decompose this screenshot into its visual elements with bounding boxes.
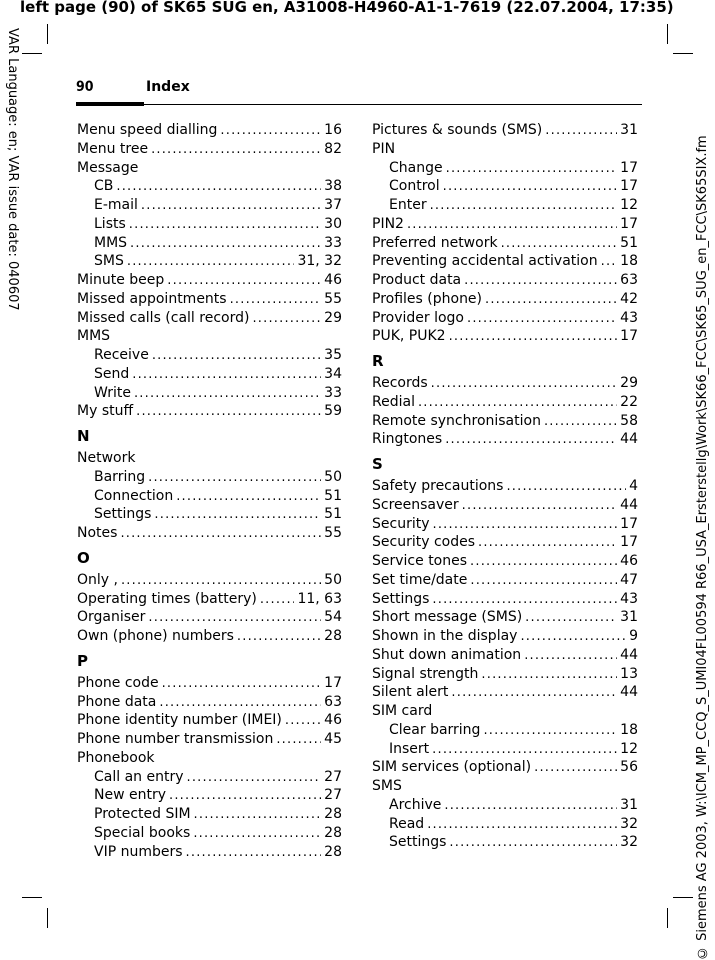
- index-page-ref: 50: [324, 468, 342, 485]
- index-term: Notes: [77, 525, 118, 541]
- index-term: Receive: [94, 347, 149, 363]
- index-subentry: [77, 346, 342, 365]
- index-page-ref: 44: [620, 431, 638, 448]
- index-term: Barring: [94, 468, 146, 485]
- dot-leader: [129, 216, 321, 235]
- index-column-right: [372, 121, 638, 852]
- index-subentry: [372, 740, 638, 759]
- dot-leader: [601, 253, 618, 272]
- crop-mark: [47, 908, 48, 928]
- index-page-ref: 37: [324, 197, 342, 213]
- index-entry: [372, 412, 638, 431]
- index-term: Read: [389, 815, 425, 832]
- index-term: Settings: [389, 834, 447, 851]
- dot-leader: [120, 525, 321, 544]
- index-page-ref: 32: [620, 834, 638, 851]
- dot-leader: [141, 197, 321, 216]
- header-rule-accent: [76, 102, 144, 106]
- dot-leader: [187, 769, 322, 788]
- dot-leader: [176, 488, 321, 507]
- dot-leader: [151, 141, 321, 160]
- index-entry: [77, 140, 342, 159]
- index-page-ref: 44: [620, 684, 638, 701]
- index-term: Preferred network: [372, 234, 498, 251]
- dot-leader: [483, 722, 617, 741]
- index-term: SMS: [372, 778, 402, 794]
- index-subentry: [77, 196, 342, 215]
- dot-leader: [169, 787, 321, 806]
- dot-leader: [136, 403, 321, 422]
- index-page-ref: 27: [324, 787, 342, 804]
- index-term: Only ,: [77, 571, 118, 588]
- index-term: Phone code: [77, 674, 159, 691]
- dot-leader: [127, 253, 295, 272]
- index-term: Preventing accidental activation: [372, 253, 598, 270]
- index-entry: [372, 683, 638, 702]
- crop-mark: [47, 24, 48, 44]
- index-page-ref: 55: [324, 290, 342, 307]
- index-term: Operating times (battery): [77, 590, 257, 607]
- dot-leader: [443, 178, 618, 197]
- dot-leader: [525, 609, 617, 628]
- crop-mark: [22, 53, 42, 54]
- index-term: Network: [77, 450, 136, 466]
- index-page-ref: 46: [620, 553, 638, 569]
- index-page-ref: 27: [324, 768, 342, 785]
- index-term: Write: [94, 384, 131, 401]
- dot-leader: [121, 572, 321, 591]
- index-entry: [372, 121, 638, 140]
- index-page-ref: 16: [324, 122, 342, 138]
- index-subentry: [77, 505, 342, 524]
- index-term: Phone number transmission: [77, 731, 274, 747]
- dot-leader: [116, 178, 321, 197]
- index-term: Missed calls (call record): [77, 309, 250, 326]
- index-entry: [372, 234, 638, 253]
- index-section-letter: R: [372, 352, 384, 370]
- index-subentry: [77, 177, 342, 196]
- index-term: Missed appointments: [77, 290, 227, 307]
- index-term: Remote synchronisation: [372, 412, 541, 429]
- dot-leader: [148, 469, 321, 488]
- index-page-ref: 28: [324, 806, 342, 822]
- index-page-ref: 18: [620, 253, 638, 270]
- index-term: MMS: [77, 328, 111, 345]
- index-entry: [77, 402, 342, 421]
- index-term: Archive: [389, 796, 442, 813]
- crop-mark: [673, 897, 693, 898]
- index-term: Screensaver: [372, 496, 459, 513]
- index-term: Phone identity number (IMEI): [77, 712, 282, 729]
- index-page-ref: 17: [620, 515, 638, 532]
- index-page-ref: 28: [324, 843, 342, 860]
- index-page-ref: 28: [324, 824, 342, 841]
- index-heading: [77, 449, 342, 468]
- index-term: PUK, PUK2: [372, 328, 446, 345]
- index-term: Pictures & sounds (SMS): [372, 122, 543, 138]
- dot-leader: [470, 572, 617, 591]
- index-page-ref: 33: [324, 384, 342, 401]
- index-page-ref: 22: [620, 393, 638, 410]
- index-entry: [372, 627, 638, 646]
- index-page-ref: 4: [629, 478, 638, 494]
- index-heading: [372, 702, 638, 721]
- index-term: Security: [372, 515, 430, 532]
- index-entry: [77, 571, 342, 590]
- index-term: Menu speed dialling: [77, 122, 218, 138]
- dot-leader: [433, 516, 618, 535]
- index-term: PIN: [372, 140, 396, 157]
- dot-leader: [159, 694, 321, 713]
- index-subentry: [372, 796, 638, 815]
- index-subentry: [77, 252, 342, 271]
- index-term: Clear barring: [389, 721, 481, 738]
- dot-leader: [134, 385, 321, 404]
- index-term: Protected SIM: [94, 806, 191, 822]
- dot-leader: [462, 497, 618, 516]
- index-entry: [77, 121, 342, 140]
- index-term: Send: [94, 365, 130, 382]
- index-term: Insert: [389, 740, 430, 757]
- index-term: SIM card: [372, 703, 433, 719]
- index-page-ref: 9: [629, 628, 638, 644]
- index-entry: [372, 571, 638, 590]
- index-page-ref: 31, 32: [297, 253, 342, 270]
- index-page-ref: 17: [620, 534, 638, 551]
- dot-leader: [432, 741, 617, 760]
- index-page-ref: 82: [324, 140, 342, 157]
- index-page-ref: 44: [620, 496, 638, 513]
- index-entry: [77, 524, 342, 543]
- index-subentry: [77, 215, 342, 234]
- index-entry: [372, 496, 638, 515]
- index-term: Product data: [372, 272, 462, 288]
- index-heading: [77, 749, 342, 768]
- index-entry: [77, 590, 342, 609]
- dot-leader: [167, 272, 321, 291]
- index-subentry: [372, 833, 638, 852]
- index-term: Minute beep: [77, 272, 165, 288]
- index-term: SIM services (optional): [372, 759, 532, 776]
- index-page-ref: 50: [324, 571, 342, 588]
- index-term: SMS: [94, 253, 124, 270]
- index-term: Settings: [372, 590, 430, 607]
- index-term: Settings: [94, 506, 152, 523]
- index-entry: [372, 327, 638, 346]
- index-page-ref: 58: [620, 412, 638, 429]
- index-term: Special books: [94, 824, 191, 841]
- dot-leader: [194, 806, 322, 825]
- index-section-letter: P: [77, 651, 88, 670]
- index-page-ref: 51: [324, 506, 342, 523]
- dot-leader: [407, 216, 617, 235]
- index-term: Message: [77, 159, 139, 176]
- index-page-ref: 17: [620, 159, 638, 176]
- index-term: VIP numbers: [94, 843, 183, 860]
- index-heading: [77, 159, 342, 178]
- index-term: Safety precautions: [372, 478, 504, 494]
- index-term: Silent alert: [372, 684, 449, 701]
- index-page-ref: 33: [324, 234, 342, 251]
- dot-leader: [230, 291, 322, 310]
- index-entry: [372, 608, 638, 627]
- dot-leader: [154, 506, 321, 525]
- dot-leader: [444, 797, 617, 816]
- dot-leader: [237, 628, 321, 647]
- dot-leader: [449, 328, 618, 347]
- index-term: MMS: [94, 234, 128, 251]
- dot-leader: [470, 553, 617, 572]
- index-section-letter: S: [372, 455, 383, 473]
- index-subentry: [372, 196, 638, 215]
- index-page-ref: 11, 63: [297, 590, 342, 607]
- index-page-ref: 18: [620, 721, 638, 738]
- index-entry: [372, 393, 638, 412]
- index-entry: [77, 608, 342, 627]
- index-page-ref: 35: [324, 347, 342, 363]
- page-number: 90: [76, 79, 94, 95]
- dot-leader: [427, 816, 617, 835]
- index-entry: [77, 711, 342, 730]
- dot-leader: [451, 684, 617, 703]
- index-subentry: [77, 786, 342, 805]
- index-entry: [372, 271, 638, 290]
- index-column-left: [77, 121, 342, 861]
- index-page-ref: 17: [620, 215, 638, 232]
- dot-leader: [481, 666, 617, 685]
- index-section-letter: O: [77, 548, 90, 567]
- index-subentry: [77, 365, 342, 384]
- index-term: Change: [389, 159, 443, 176]
- dot-leader: [132, 366, 321, 385]
- dot-leader: [464, 272, 617, 291]
- dot-leader: [285, 712, 321, 731]
- index-subentry: [77, 234, 342, 253]
- index-term: My stuff: [77, 403, 134, 420]
- index-page-ref: 55: [324, 525, 342, 541]
- index-page-ref: 46: [324, 712, 342, 729]
- index-entry: [372, 309, 638, 328]
- index-page-ref: 46: [324, 272, 342, 288]
- header-rule: [76, 104, 642, 105]
- dot-leader: [524, 647, 617, 666]
- index-subentry: [372, 721, 638, 740]
- index-page-ref: 51: [620, 234, 638, 251]
- index-entry: [372, 533, 638, 552]
- index-subentry: [77, 468, 342, 487]
- dot-leader: [501, 235, 618, 254]
- index-term: Service tones: [372, 553, 468, 569]
- index-entry: [372, 252, 638, 271]
- index-term: Redial: [372, 393, 415, 410]
- index-entry: [372, 646, 638, 665]
- dot-leader: [485, 291, 617, 310]
- index-page-ref: 44: [620, 646, 638, 663]
- index-term: Own (phone) numbers: [77, 628, 234, 644]
- index-page-ref: 30: [324, 215, 342, 232]
- dot-leader: [544, 413, 617, 432]
- index-term: Shown in the display: [372, 628, 518, 644]
- dot-leader: [148, 609, 321, 628]
- index-entry: [372, 290, 638, 309]
- index-heading: [77, 327, 342, 346]
- index-term: Lists: [94, 215, 126, 232]
- index-page-ref: 17: [324, 674, 342, 691]
- index-term: New entry: [94, 787, 167, 804]
- index-section-letter: N: [77, 427, 90, 445]
- dot-leader: [418, 394, 617, 413]
- index-entry: [372, 215, 638, 234]
- index-subentry: [77, 843, 342, 862]
- index-term: Phonebook: [77, 749, 155, 766]
- index-term: Organiser: [77, 609, 146, 626]
- index-page-ref: 43: [620, 590, 638, 607]
- dot-leader: [449, 834, 617, 853]
- dot-leader: [193, 825, 321, 844]
- index-term: Signal strength: [372, 665, 479, 682]
- index-heading: [372, 140, 638, 159]
- index-term: Control: [389, 178, 440, 195]
- index-subentry: [77, 805, 342, 824]
- index-subentry: [77, 487, 342, 506]
- index-page-ref: 29: [324, 309, 342, 326]
- index-term: Records: [372, 375, 428, 391]
- index-page-ref: 59: [324, 403, 342, 420]
- index-entry: [372, 665, 638, 684]
- dot-leader: [431, 375, 618, 394]
- index-entry: [372, 552, 638, 571]
- index-page-ref: 63: [620, 272, 638, 288]
- index-subentry: [77, 384, 342, 403]
- index-page-ref: 34: [324, 365, 342, 382]
- index-page-ref: 31: [620, 609, 638, 626]
- index-entry: [372, 758, 638, 777]
- index-term: Set time/date: [372, 571, 468, 588]
- index-entry: [77, 271, 342, 290]
- dot-leader: [506, 478, 626, 497]
- index-term: Call an entry: [94, 768, 184, 785]
- index-subentry: [77, 768, 342, 787]
- index-entry: [372, 515, 638, 534]
- dot-leader: [162, 675, 322, 694]
- dot-leader: [467, 310, 617, 329]
- index-page-ref: 17: [620, 328, 638, 345]
- index-page-ref: 29: [620, 375, 638, 391]
- crop-mark: [667, 908, 668, 928]
- index-entry: [372, 477, 638, 496]
- dot-leader: [545, 122, 617, 141]
- index-term: Ringtones: [372, 431, 443, 448]
- page-title: Index: [146, 79, 190, 95]
- index-page-ref: 47: [620, 571, 638, 588]
- index-subentry: [372, 177, 638, 196]
- index-term: Provider logo: [372, 309, 464, 326]
- index-term: Connection: [94, 487, 174, 504]
- dot-leader: [478, 534, 617, 553]
- index-entry: [372, 374, 638, 393]
- side-note-right: © Siemens AG 2003, W:\ICM_MP_CCQ_S_UMI04FL00594 R66_USA_Ersterstellg\Work\SK66_FCC\SK65_SUG_en_FCC\SK65SIX.fm: [695, 135, 710, 960]
- dot-leader: [276, 731, 321, 750]
- dot-leader: [446, 160, 618, 179]
- crop-mark: [673, 53, 693, 54]
- crop-mark: [22, 897, 42, 898]
- index-page-ref: 28: [324, 628, 342, 644]
- index-term: Enter: [389, 197, 427, 213]
- dot-leader: [130, 235, 321, 254]
- index-entry: [77, 674, 342, 693]
- side-note-left: VAR Language: en; VAR issue date: 040607: [5, 28, 20, 311]
- index-term: Phone data: [77, 693, 157, 710]
- dot-leader: [260, 591, 295, 610]
- index-term: PIN2: [372, 215, 404, 232]
- index-entry: [77, 627, 342, 646]
- index-term: Security codes: [372, 534, 475, 551]
- index-page-ref: 56: [620, 759, 638, 776]
- index-heading: [372, 777, 638, 796]
- index-page-ref: 12: [620, 197, 638, 213]
- dot-leader: [186, 844, 322, 863]
- index-term: Shut down animation: [372, 646, 522, 663]
- index-page-ref: 63: [324, 693, 342, 710]
- dot-leader: [520, 628, 626, 647]
- dot-leader: [430, 197, 618, 216]
- dot-leader: [432, 591, 617, 610]
- index-term: Menu tree: [77, 140, 149, 157]
- print-header: left page (90) of SK65 SUG en, A31008-H4960-A1-1-7619 (22.07.2004, 17:35): [20, 0, 674, 16]
- index-subentry: [372, 815, 638, 834]
- index-page-ref: 38: [324, 178, 342, 195]
- crop-mark: [667, 24, 668, 44]
- index-page-ref: 32: [620, 815, 638, 832]
- index-term: Short message (SMS): [372, 609, 523, 626]
- index-term: E-mail: [94, 197, 138, 213]
- dot-leader: [152, 347, 321, 366]
- index-page-ref: 45: [324, 731, 342, 747]
- index-term: Profiles (phone): [372, 290, 483, 307]
- index-page-ref: 42: [620, 290, 638, 307]
- index-page-ref: 12: [620, 740, 638, 757]
- index-entry: [77, 693, 342, 712]
- index-term: CB: [94, 178, 114, 195]
- index-page-ref: 43: [620, 309, 638, 326]
- dot-leader: [252, 310, 321, 329]
- index-entry: [77, 290, 342, 309]
- index-page-ref: 31: [620, 796, 638, 813]
- index-page-ref: 54: [324, 609, 342, 626]
- index-subentry: [77, 824, 342, 843]
- index-page-ref: 17: [620, 178, 638, 195]
- index-subentry: [372, 159, 638, 178]
- index-entry: [372, 430, 638, 449]
- dot-leader: [220, 122, 321, 141]
- index-page-ref: 31: [620, 122, 638, 138]
- index-entry: [372, 590, 638, 609]
- index-entry: [77, 730, 342, 749]
- index-page-ref: 51: [324, 487, 342, 504]
- dot-leader: [534, 759, 617, 778]
- dot-leader: [445, 431, 617, 450]
- index-entry: [77, 309, 342, 328]
- index-page-ref: 13: [620, 665, 638, 682]
